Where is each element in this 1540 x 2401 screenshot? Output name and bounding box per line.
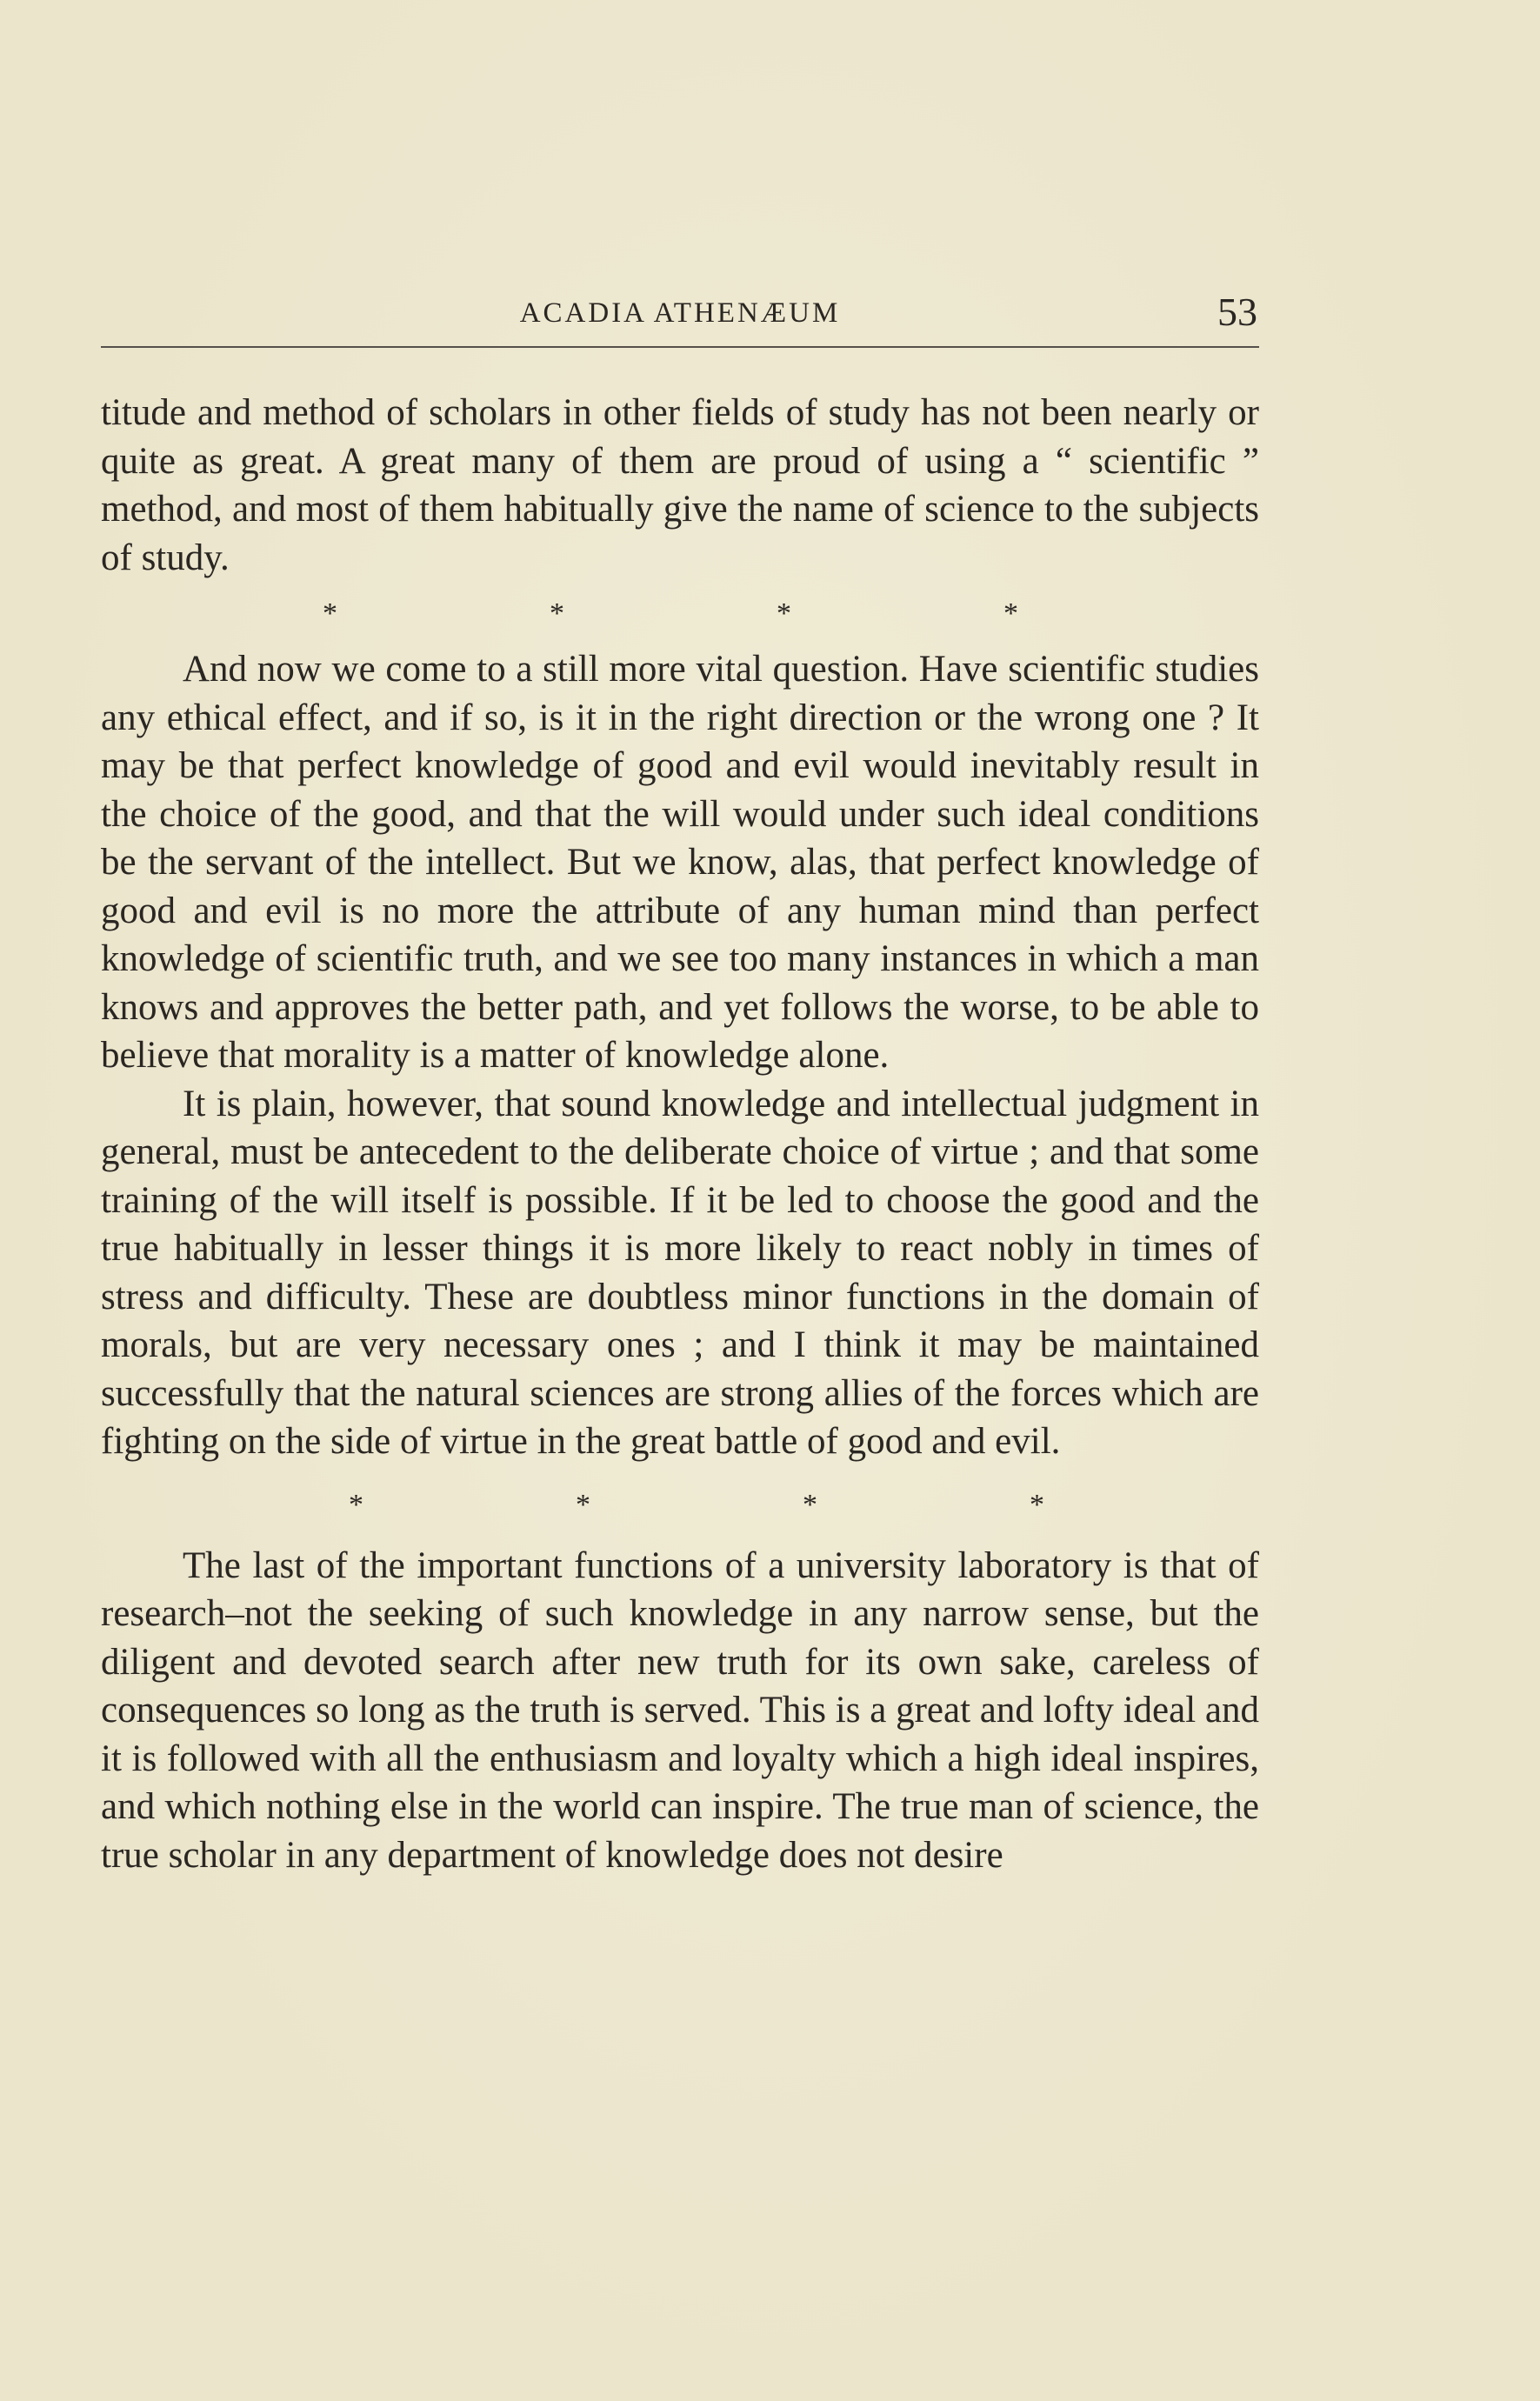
asterisk: *	[576, 1488, 590, 1521]
page-header	[101, 287, 1259, 348]
asterisk: *	[349, 1488, 363, 1521]
running-head: ACADIA ATHENÆUM	[519, 297, 841, 329]
asterisk: *	[323, 597, 337, 630]
paragraph-4: The last of the important functions of a university laboratory is that of research–not the seeking of such knowledge in any narrow sense, but the diligent and devoted search after new truth for its own sake, careless of consequences so long as the truth is served. This is a great and lofty ideal and it is followed with all the enthusiasm and loyalty which a high ideal inspires, and which nothing else in the world can inspire. The true man of science, the true scholar in any department of knowledge does not desire	[101, 1544, 1259, 1876]
section-separator-2	[349, 1473, 1044, 1537]
asterisk: *	[1003, 597, 1018, 630]
paragraph-2: And now we come to a still more vital question. Have scientific studies any ethical effect, and if so, is it in the right direction or the wrong one ? It may be that perfect knowledge of good and evil would inevitably result in the choice of the good, and that the will would under such ideal conditions be the servant of the intellect. But we know, alas, that perfect knowledge of good and evil is no more the attribute of any human mind than perfect knowledge of scientific truth, and we see too many instances in which a man knows and approves the better path, and yet follows the worse, to be able to believe that morality is a matter of knowledge alone.	[101, 649, 1259, 1076]
asterisk: *	[550, 597, 564, 630]
header-rule	[101, 346, 1259, 348]
asterisk: *	[803, 1488, 817, 1521]
page-body	[101, 389, 1259, 1879]
asterisk: *	[777, 597, 791, 630]
paragraph-1: titude and method of scholars in other fields of study has not been nearly or quite as great. A great many of them are proud of using a “ scientific ” method, and most of them habitually give the name of science to the subjects of study.	[101, 392, 1259, 578]
paragraph-3: It is plain, however, that sound knowledge and intellectual judgment in general, must be antecedent to the deliberate choice of virtue ; and that some training of the will itself is possible. If it be led to choose the good and the true habitually in lesser things it is more likely to react nobly in times of stress and difficulty. These are doubtless minor functions in the domain of morals, but are very necessary ones ; and I think it may be maintained successfully that the natural sciences are strong allies of the forces which are fighting on the side of virtue in the great battle of good and evil.	[101, 1083, 1259, 1462]
page-number: 53	[1217, 290, 1257, 334]
section-separator-1	[323, 582, 1018, 645]
asterisk: *	[1030, 1488, 1044, 1521]
